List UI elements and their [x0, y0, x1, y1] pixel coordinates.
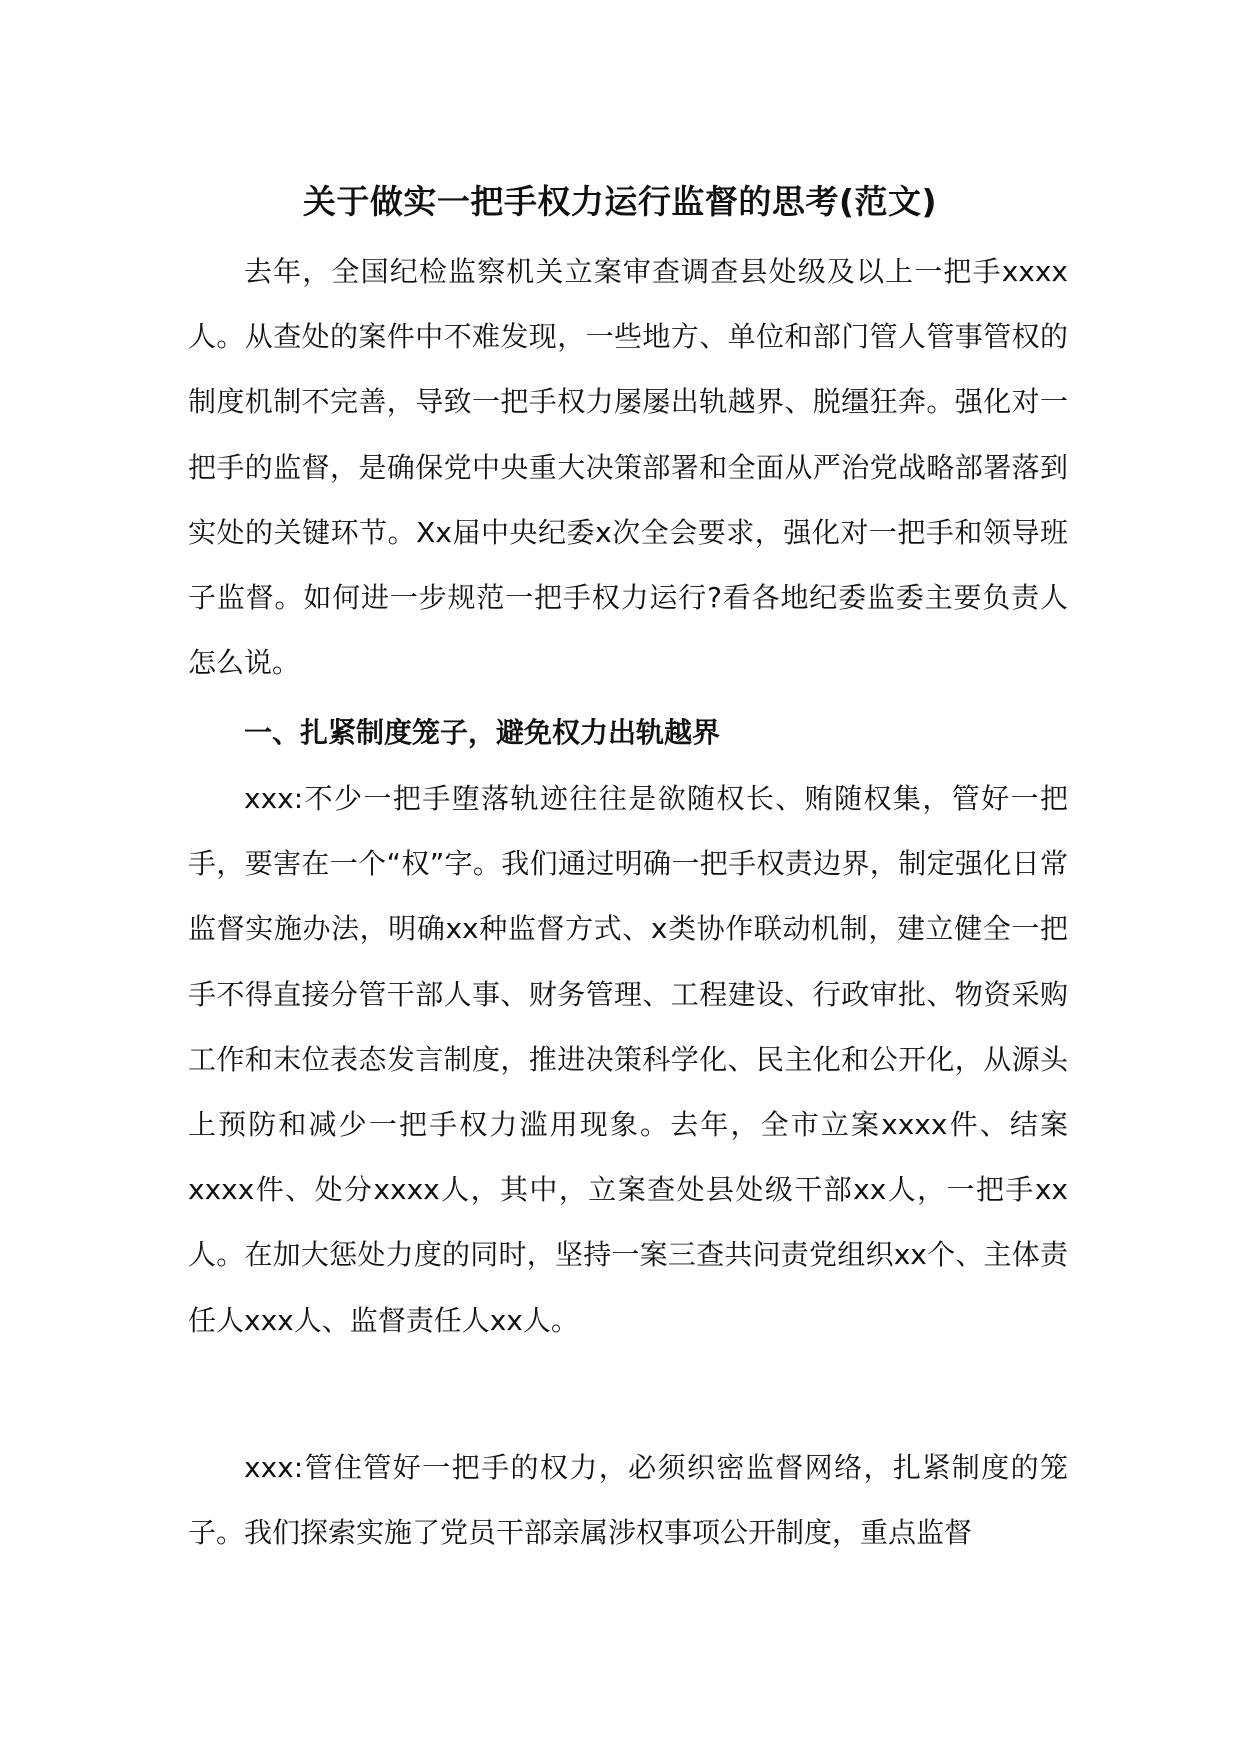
section-heading-1: 一、扎紧制度笼子，避免权力出轨越界 [244, 716, 721, 749]
document-title: 关于做实一把手权力运行监督的思考(范文) [302, 182, 938, 221]
paragraph-intro: 去年，全国纪检监察机关立案审查调查县处级及以上一把手xxxx人。从查处的案件中不难发现，一些地方、单位和部门管人管事管权的制度机制不完善，导致一把手权力屡屡出轨越界、脱缰狂奔。强化对一把手的监督，是确保党中央重大决策部署和全面从严治党战略部署落到实处的关键环节。Xx届中央纪委x次全会要求，强化对一把手和领导班子监督。如何进一步规范一把手权力运行?看各地纪委监委主要负责人怎么说。 [188, 255, 1068, 680]
paragraph-section-1-a: xxx:不少一把手堕落轨迹往往是欲随权长、贿随权集，管好一把手，要害在一个“权”字。我们通过明确一把手权责边界，制定强化日常监督实施办法，明确xx种监督方式、x类协作联动机制，建立健全一把手不得直接分管干部人事、财务管理、工程建设、行政审批、物资采购工作和末位表态发言制度，推进决策科学化、民主化和公开化，从源头上预防和减少一把手权力滥用现象。去年，全市立案xxxx件、结案xxxx件、处分xxxx人，其中，立案查处县处级干部xx人，一把手xx人。在加大惩处力度的同时，坚持一案三查共问责党组织xx个、主体责任人xxx人、监督责任人xx人。 [188, 782, 1068, 1337]
paragraph-section-1-b: xxx:管住管好一把手的权力，必须织密监督网络，扎紧制度的笼子。我们探索实施了党员干部亲属涉权事项公开制度，重点监督 [188, 1451, 1068, 1550]
